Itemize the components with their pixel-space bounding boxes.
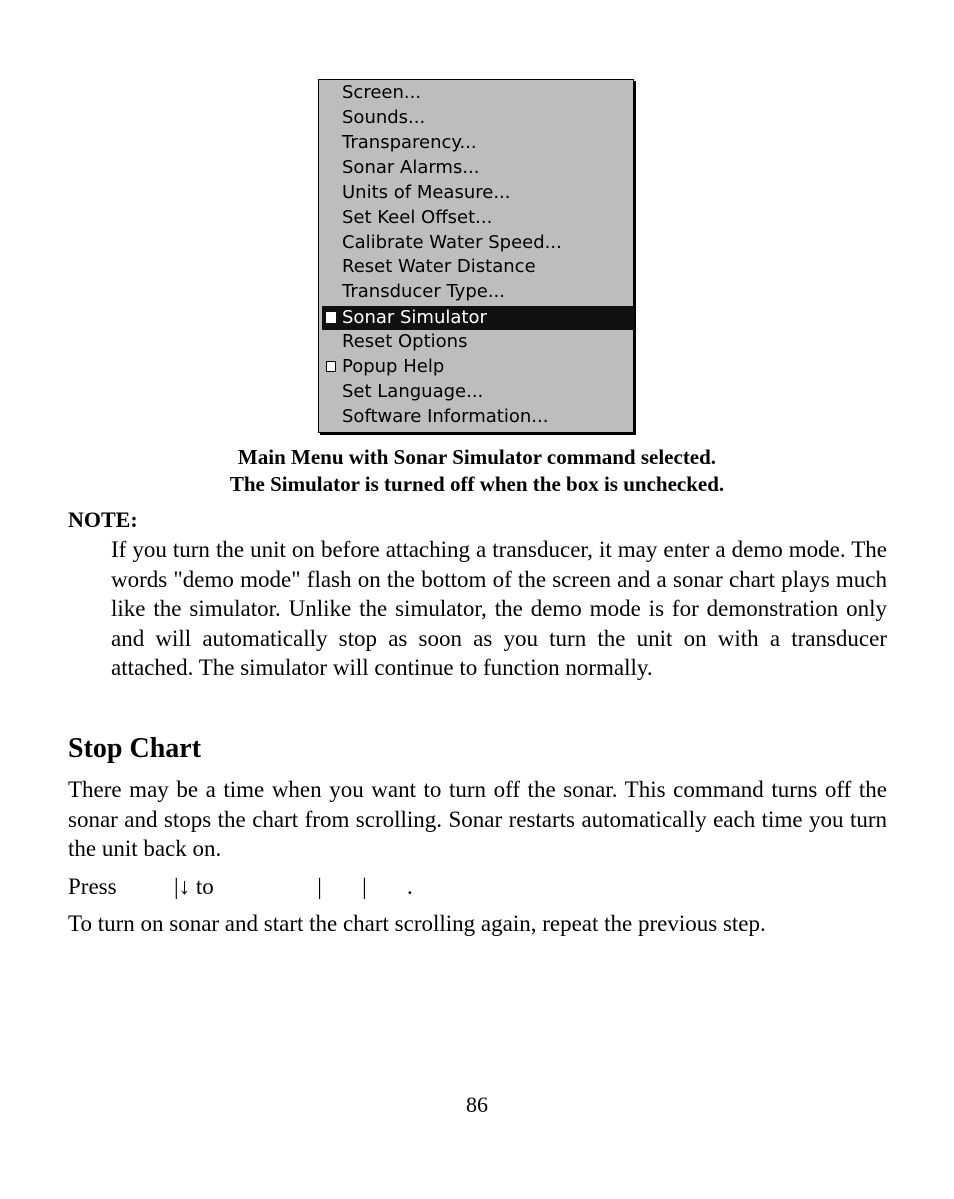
- menu-item-label: Reset Water Distance: [342, 256, 536, 277]
- menu-item-label: Set Language...: [342, 381, 484, 402]
- menu-item-label: Software Information...: [342, 406, 549, 427]
- section-intro: There may be a time when you want to turn off the sonar. This command turns off the sonar and stops the chart from scrolling. Sonar restarts automatically each time you turn the unit back on.: [68, 777, 887, 862]
- figure-caption-line-1: Main Menu with Sonar Simulator command selected.: [237, 445, 717, 469]
- menu-item-label: Popup Help: [342, 356, 445, 377]
- note-label: NOTE:: [68, 507, 138, 532]
- menu-item-label: Reset Options: [342, 331, 468, 352]
- menu-item-label: Screen...: [342, 82, 422, 103]
- menu-item[interactable]: [322, 306, 634, 330]
- menu-item[interactable]: [322, 181, 634, 205]
- menu-item[interactable]: [322, 131, 634, 155]
- menu-item-label: Transparency...: [342, 132, 477, 153]
- menu-item[interactable]: [322, 255, 634, 279]
- checkbox-icon[interactable]: [326, 312, 336, 323]
- menu-item[interactable]: [322, 355, 634, 379]
- menu-item-label: Units of Measure...: [342, 182, 511, 203]
- section-heading: Stop Chart: [68, 733, 202, 764]
- note-text: If you turn the unit on before attaching a transducer, it may enter a demo mode. The words "demo mode" flash on the bottom of the screen and a sonar chart plays much like the simulator. Unlike the simulator, the demo mode is for demonstration only and will automatically stop as soon as you turn the unit on with a transducer attached. The simulator will continue to function normally.: [111, 537, 887, 681]
- menu-item-label: Sonar Simulator: [342, 307, 487, 328]
- menu-item[interactable]: [322, 206, 634, 230]
- menu-item[interactable]: [322, 106, 634, 130]
- menu-item[interactable]: [322, 330, 634, 354]
- menu-item[interactable]: [322, 405, 634, 429]
- menu-item-label: Set Keel Offset...: [342, 207, 493, 228]
- menu-item[interactable]: [322, 81, 634, 105]
- menu-item[interactable]: [322, 280, 634, 304]
- page-number: 86: [466, 1092, 488, 1117]
- menu-item-label: Sounds...: [342, 107, 426, 128]
- main-menu: [318, 79, 634, 433]
- menu-item[interactable]: [322, 156, 634, 180]
- figure-caption-line-2: The Simulator is turned off when the box is unchecked.: [229, 472, 725, 496]
- section-outro: To turn on sonar and start the chart scrolling again, repeat the previous step.: [68, 911, 766, 936]
- menu-item-label: Sonar Alarms...: [342, 157, 480, 178]
- menu-item-label: Transducer Type...: [342, 281, 506, 302]
- press-instruction: Press |↓ to | | .: [68, 874, 413, 899]
- checkbox-icon[interactable]: [326, 361, 336, 372]
- menu-item[interactable]: [322, 231, 634, 255]
- menu-item-label: Calibrate Water Speed...: [342, 232, 562, 253]
- menu-item[interactable]: [322, 380, 634, 404]
